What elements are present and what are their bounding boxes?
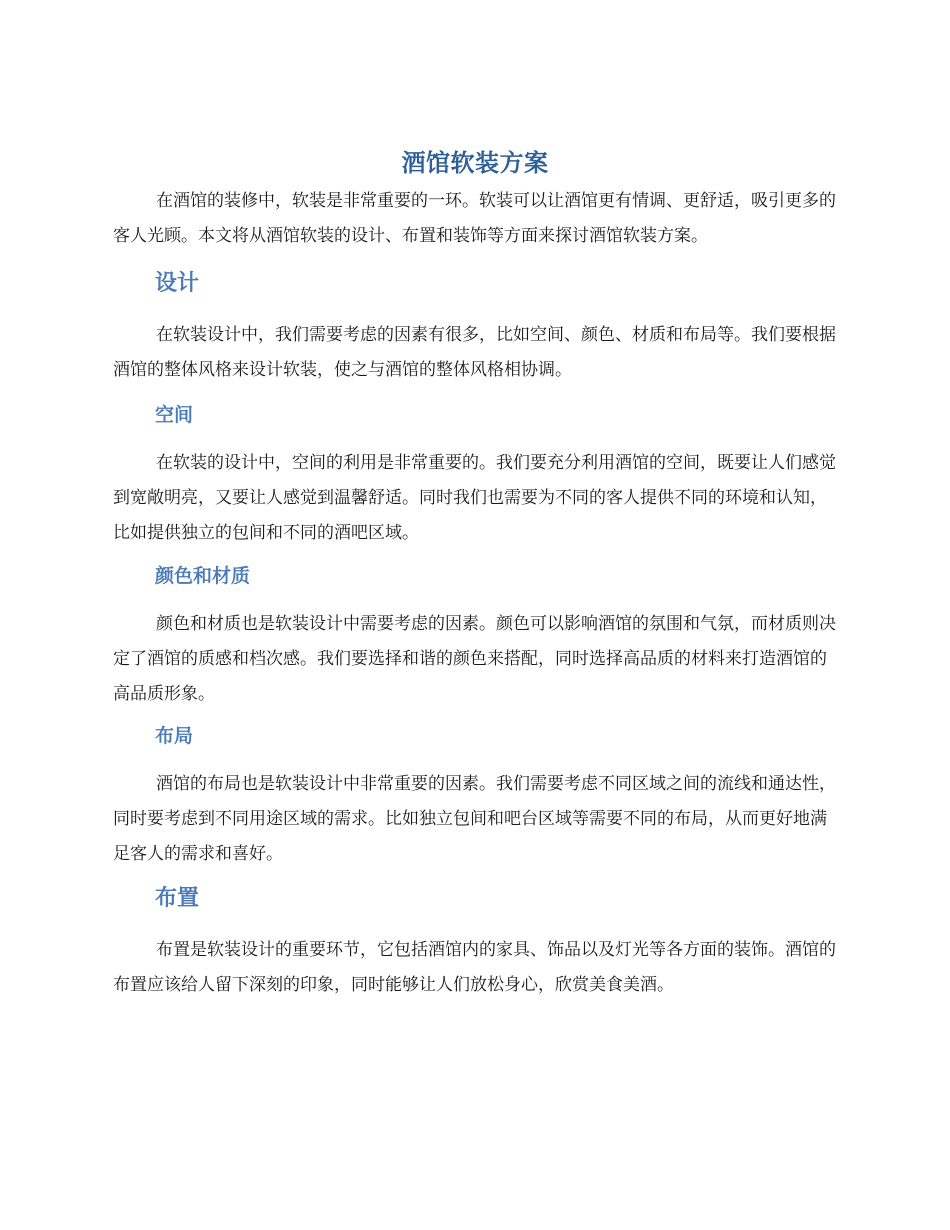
- section-body-space: 在软装的设计中，空间的利用是非常重要的。我们要充分利用酒馆的空间，既要让人们感觉到宽敞明亮，又要让人感觉到温馨舒适。同时我们也需要为不同的客人提供不同的环境和认知，比如提供独立的包间和不同的酒吧区域。: [113, 453, 836, 543]
- section-body-color-material: 颜色和材质也是软装设计中需要考虑的因素。颜色可以影响酒馆的氛围和气氛，而材质则决定了酒馆的质感和档次感。我们要选择和谐的颜色来搭配，同时选择高品质的材料来打造酒馆的高品质形象。: [113, 614, 836, 704]
- section-heading-design: 设计: [155, 271, 200, 296]
- section-heading-layout: 布局: [155, 725, 194, 747]
- section-heading-space: 空间: [155, 404, 194, 426]
- section-body-design: 在软装设计中，我们需要考虑的因素有很多，比如空间、颜色、材质和布局等。我们要根据酒馆的整体风格来设计软装，使之与酒馆的整体风格相协调。: [113, 325, 836, 380]
- document-title: 酒馆软装方案: [401, 149, 549, 177]
- section-heading-color-material: 颜色和材质: [155, 565, 251, 587]
- intro-paragraph: 在酒馆的装修中，软装是非常重要的一环。软装可以让酒馆更有情调、更舒适，吸引更多的客人光顾。本文将从酒馆软装的设计、布置和装饰等方面来探讨酒馆软装方案。: [113, 191, 836, 246]
- section-body-layout: 酒馆的布局也是软装设计中非常重要的因素。我们需要考虑不同区域之间的流线和通达性，同时要考虑到不同用途区域的需求。比如独立包间和吧台区域等需要不同的布局，从而更好地满足客人的需求和喜好。: [113, 774, 836, 864]
- section-body-arrangement: 布置是软装设计的重要环节，它包括酒馆内的家具、饰品以及灯光等各方面的装饰。酒馆的布置应该给人留下深刻的印象，同时能够让人们放松身心，欣赏美食美酒。: [113, 940, 836, 995]
- section-heading-arrangement: 布置: [155, 886, 200, 911]
